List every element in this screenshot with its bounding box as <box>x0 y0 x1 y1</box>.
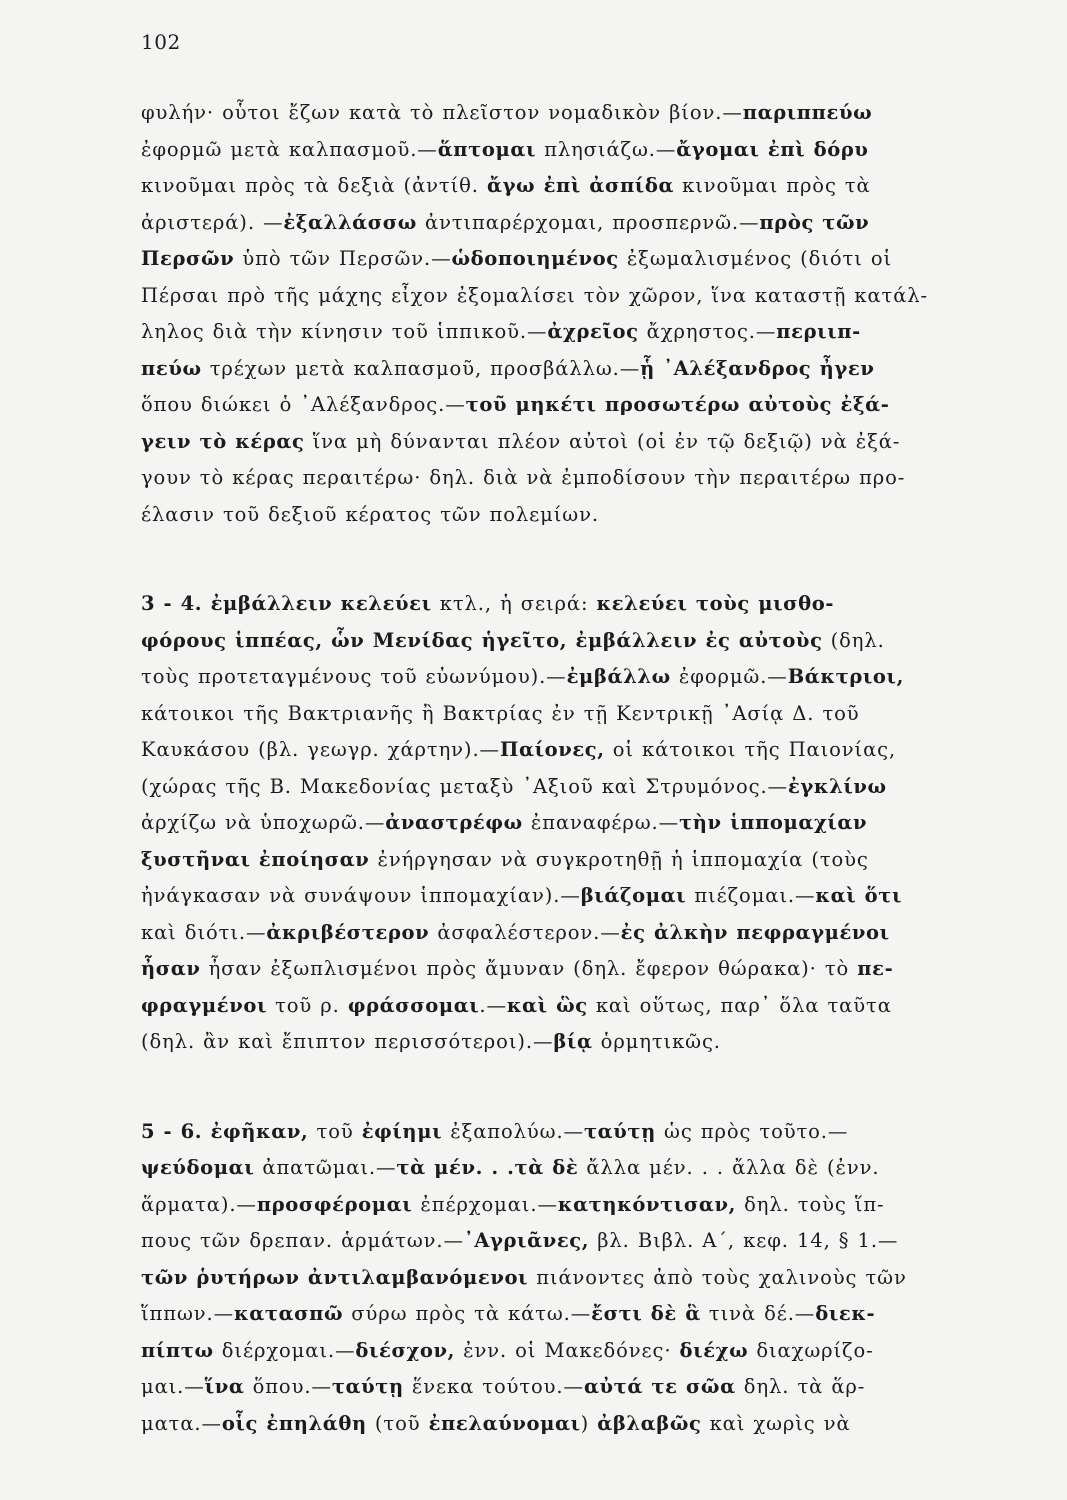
gloss-text: πλησιάζω.— <box>536 137 677 161</box>
gloss-text: ἕνεκα τούτου.— <box>403 1375 584 1398</box>
lemma-term: ἵνα <box>204 1375 245 1398</box>
text-line <box>141 241 1007 278</box>
text-line <box>141 586 1007 623</box>
lemma-term: φράσσομαι <box>347 993 480 1017</box>
lemma-term: περιιπ- <box>776 320 861 343</box>
text-line <box>141 95 1007 132</box>
gloss-text: καὶ οὕτως, παρ᾿ ὅλα ταῦτα <box>587 993 892 1017</box>
text-line <box>141 132 1007 169</box>
lemma-term: ξυστῆναι ἐποίησαν <box>141 847 370 871</box>
text-line <box>141 988 1007 1025</box>
lemma-term: παριππεύω <box>742 101 873 124</box>
gloss-text: ἐνήργησαν νὰ συγκροτηθῇ ἡ ἱππομαχία (τοὺς <box>369 847 869 871</box>
gloss-text: γουν τὸ κέρας περαιτέρω· δηλ. διὰ νὰ ἐμποδίσουν τὴν περαιτέρω προ- <box>141 466 906 489</box>
gloss-text: τοὺς προτεταγμένους τοῦ εὐωνύμου).— <box>141 665 567 688</box>
text-line <box>141 659 1007 696</box>
lemma-term: ἀναστρέφω <box>385 811 523 834</box>
gloss-text: οἱ κάτοικοι τῆς Παιονίας, <box>604 738 897 761</box>
lemma-term: ᾿Αγριᾶνες, <box>463 1229 590 1252</box>
gloss-text: ἵππων.— <box>141 1302 235 1325</box>
gloss-text: δηλ. τὰ ἅρ- <box>735 1375 866 1398</box>
text-line <box>141 623 1007 660</box>
gloss-text: ματα.— <box>141 1411 222 1435</box>
gloss-text: ἀπατῶμαι.— <box>254 1156 397 1179</box>
text-line <box>141 878 1007 915</box>
text-line <box>141 1260 1007 1297</box>
lemma-term: ταύτῃ <box>331 1375 404 1398</box>
text-line <box>141 1369 1007 1406</box>
text-line <box>141 1150 1007 1187</box>
gloss-text: καὶ χωρὶς νὰ <box>701 1411 851 1435</box>
commentary-text <box>141 95 1007 1442</box>
text-line <box>141 696 1007 733</box>
gloss-text: ἠνάγκασαν νὰ συνάψουν ἱππομαχίαν).— <box>141 884 581 907</box>
gloss-text: ὁρμητικῶς. <box>592 1030 721 1053</box>
lemma-term: Περσῶν <box>141 247 235 270</box>
text-line <box>141 314 1007 351</box>
gloss-text: βλ. Βιβλ. Α΄, κεφ. 14, § 1.— <box>589 1229 899 1252</box>
paragraph-gap <box>141 533 1007 586</box>
text-line <box>141 205 1007 242</box>
gloss-text: ἦσαν ἐξωπλισμένοι πρὸς ἄμυναν (δηλ. ἔφερον θώρακα)· τὸ <box>200 957 858 980</box>
gloss-text: ληλος διὰ τὴν κίνησιν τοῦ ἱππικοῦ.— <box>141 320 548 343</box>
gloss-text: κάτοικοι τῆς Βακτριανῆς ἢ Βακτρίας ἐν τῇ Κεντρικῇ ᾿Ασίᾳ Δ. τοῦ <box>141 701 860 725</box>
gloss-text: ἐφορμῶ.— <box>670 665 788 688</box>
gloss-text: ὅπου διώκει ὁ ᾿Αλέξανδρος.— <box>141 393 466 416</box>
gloss-text: ἀντιπαρέρχομαι, προσπερνῶ.— <box>416 210 760 234</box>
lemma-term: τὰ μέν. . .τὰ δὲ <box>396 1156 579 1179</box>
gloss-text: πους τῶν δρεπαν. ἁρμάτων.— <box>141 1229 464 1252</box>
gloss-text: ὅπου.— <box>244 1375 332 1398</box>
text-line <box>141 769 1007 806</box>
text-line <box>141 1333 1007 1370</box>
lemma-term: βιάζομαι <box>580 884 687 907</box>
lemma-term: διεκ- <box>815 1302 876 1325</box>
lemma-term: ἐφίημι <box>361 1119 443 1143</box>
lemma-term: ᾗ ᾿Αλέξανδρος ἦγεν <box>640 356 875 380</box>
text-line <box>141 497 1007 534</box>
lemma-term: κατασπῶ <box>234 1302 344 1325</box>
text-line <box>141 1223 1007 1260</box>
text-line <box>141 915 1007 952</box>
gloss-text: ἐφορμῶ μετὰ καλπασμοῦ.— <box>141 137 438 161</box>
lemma-term: Βάκτριοι, <box>787 665 904 688</box>
gloss-text: πιάνοντες ἀπὸ τοὺς χαλινοὺς τῶν <box>528 1265 907 1289</box>
gloss-text: φυλήν· οὗτοι ἔζων κατὰ τὸ πλεῖστον νομαδικὸν βίον.— <box>141 101 743 124</box>
lemma-term: κατηκόντισαν, <box>557 1192 736 1216</box>
gloss-text: ἐξαπολύω.— <box>442 1119 584 1143</box>
lemma-term: Παίονες, <box>499 738 605 761</box>
lemma-term: αὐτά τε σῶα <box>583 1375 736 1398</box>
lemma-term: ἐμβάλλω <box>566 665 671 688</box>
lemma-term: καὶ ὣς <box>506 993 588 1017</box>
gloss-text: έλασιν τοῦ δεξιοῦ κέρατος τῶν πολεμίων. <box>141 502 599 526</box>
lemma-term: βίᾳ <box>553 1030 593 1053</box>
gloss-text: ἵνα μὴ δύνανται πλέον αὐτοὶ (οἱ ἐν τῷ δεξιῷ) νὰ ἐξά- <box>304 429 901 453</box>
paragraph-gap <box>141 1061 1007 1114</box>
text-line <box>141 460 1007 497</box>
lemma-term: γειν τὸ κέρας <box>141 429 305 453</box>
gloss-text: Καυκάσου (βλ. γεωγρ. χάρτην).— <box>141 738 500 761</box>
gloss-text: τρέχων μετὰ καλπασμοῦ, προσβάλλω.— <box>201 356 641 380</box>
lemma-term: τῶν ῥυτήρων ἀντιλαμβανόμενοι <box>141 1265 529 1289</box>
lemma-term: τοῦ μηκέτι προσωτέρω αὐτοὺς ἐξά- <box>465 393 890 416</box>
gloss-text: ἐξωμαλισμένος (διότι οἱ <box>618 247 893 270</box>
lemma-term: ἄγομαι ἐπὶ δόρυ <box>676 137 869 161</box>
lemma-term: ἀχρεῖος <box>547 320 639 343</box>
gloss-text: διαχωρίζο- <box>748 1338 874 1362</box>
gloss-text: ὑπὸ τῶν Περσῶν.— <box>234 247 452 270</box>
lemma-term: ἐξαλλάσσω <box>283 210 417 234</box>
gloss-text: τοῦ <box>308 1119 362 1143</box>
gloss-text: ἐπαναφέρω.— <box>522 811 680 834</box>
lemma-term: ὡδοποιημένος <box>451 247 619 270</box>
gloss-text: ἅρματα).— <box>141 1192 257 1216</box>
lemma-term: ἀβλαβῶς <box>597 1411 702 1435</box>
lemma-term: ταύτῃ <box>583 1119 656 1143</box>
text-line <box>141 805 1007 842</box>
lemma-term: ψεύδομαι <box>141 1156 255 1179</box>
gloss-text: ἄχρηστος.— <box>638 320 777 343</box>
gloss-text: πιέζομαι.— <box>686 884 816 907</box>
page-number: 102 <box>141 30 181 54</box>
lemma-term: ἐγκλίνω <box>787 774 887 798</box>
text-line <box>141 1187 1007 1224</box>
gloss-text: (χώρας τῆς Β. Μακεδονίας μεταξὺ ᾿Αξιοῦ καὶ Στρυμόνος.— <box>141 774 788 798</box>
lemma-term: ἐπελαύνομαι <box>428 1411 581 1435</box>
gloss-text: τοῦ ρ. <box>267 993 348 1017</box>
lemma-term: ἐς ἀλκὴν πεφραγμένοι <box>620 920 890 944</box>
lemma-term: ἔστι δὲ ἃ <box>591 1302 701 1325</box>
lemma-term: κελεύει τοὺς μισθο- <box>596 592 835 615</box>
text-line <box>141 951 1007 988</box>
text-line <box>141 732 1007 769</box>
gloss-text: (τοῦ <box>366 1411 429 1435</box>
lemma-term: πρὸς τῶν <box>759 210 870 234</box>
gloss-text: ἐνν. οἱ Μακεδόνες· <box>455 1338 680 1362</box>
lemma-term: ἄγω ἐπὶ ἀσπίδα <box>486 174 675 197</box>
gloss-text: ἐπέρχομαι.— <box>412 1192 558 1216</box>
lemma-term: διέχω <box>679 1338 749 1362</box>
text-line <box>141 842 1007 879</box>
lemma-term: φόρους ἱππέας, ὧν Μενίδας ἡγεῖτο, ἐμβάλλειν ἐς αὐτοὺς <box>141 628 823 652</box>
text-line <box>141 424 1007 461</box>
lemma-term: πεύω <box>141 356 202 380</box>
gloss-text: ἄλλα μέν. . . ἄλλα δὲ (ἐνν. <box>578 1156 880 1179</box>
gloss-text: ἀσφαλέστερον.— <box>429 920 621 944</box>
lemma-term: καὶ ὅτι <box>815 884 902 907</box>
gloss-text: Πέρσαι πρὸ τῆς μάχης εἶχον ἐξομαλίσει τὸν χῶρον, ἵνα καταστῇ κατάλ- <box>141 283 929 307</box>
text-line <box>141 278 1007 315</box>
lemma-term: διέσχον, <box>355 1338 455 1362</box>
gloss-text: κινοῦμαι πρὸς τὰ δεξιὰ (ἀντίθ. <box>141 174 487 197</box>
gloss-text: .— <box>479 993 507 1017</box>
lemma-term: προσφέρομαι <box>256 1192 413 1216</box>
lemma-term: ἀκριβέστερον <box>266 920 430 944</box>
gloss-text: σύρω πρὸς τὰ κάτω.— <box>343 1302 592 1325</box>
lemma-term: οἷς ἐπηλάθη <box>221 1411 367 1435</box>
lemma-term: ἦσαν <box>141 957 201 980</box>
lemma-term: τὴν ἱππομαχίαν <box>679 811 868 834</box>
gloss-text: (δηλ. <box>822 628 885 652</box>
text-line <box>141 387 1007 424</box>
gloss-text: κινοῦμαι πρὸς τὰ <box>674 174 871 197</box>
text-line <box>141 168 1007 205</box>
gloss-text: (δηλ. ἂν καὶ ἔπιπτον περισσότεροι).— <box>141 1030 554 1053</box>
gloss-text: τινὰ δέ.— <box>700 1302 816 1325</box>
text-line <box>141 351 1007 388</box>
lemma-term: πίπτω <box>141 1338 214 1362</box>
gloss-text: ἀριστερά). — <box>141 210 284 234</box>
text-line <box>141 1024 1007 1061</box>
gloss-text: κτλ., ἡ σειρά: <box>431 592 597 615</box>
lemma-term: πε- <box>857 957 894 980</box>
text-line <box>141 1114 1007 1151</box>
lemma-term: ἅπτομαι <box>437 137 537 161</box>
text-line <box>141 1296 1007 1333</box>
gloss-text: μαι.— <box>141 1375 205 1398</box>
gloss-text: ) <box>580 1411 598 1435</box>
gloss-text: ὡς πρὸς τοῦτο.— <box>655 1119 849 1143</box>
gloss-text: διέρχομαι.— <box>213 1338 356 1362</box>
text-line <box>141 1406 1007 1443</box>
gloss-text: δηλ. τοὺς ἵπ- <box>736 1192 885 1216</box>
gloss-text: ἀρχίζω νὰ ὑποχωρῶ.— <box>141 811 386 834</box>
lemma-term: 5 - 6. ἐφῆκαν, <box>141 1119 309 1143</box>
lemma-term: 3 - 4. ἐμβάλλειν κελεύει <box>141 592 432 615</box>
gloss-text: καὶ διότι.— <box>141 920 267 944</box>
lemma-term: φραγμένοι <box>141 993 267 1017</box>
